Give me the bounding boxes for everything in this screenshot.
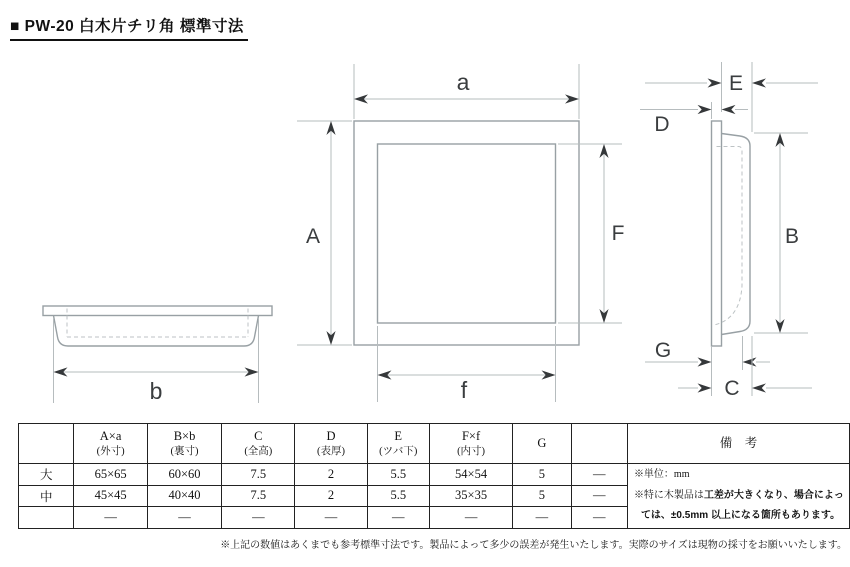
cell-E: 5.5 [367,485,429,507]
dim-label-a: a [456,69,470,95]
cell-G: 5 [513,464,571,486]
dim-label-A: A [305,225,321,248]
cell-Bxb: 40×40 [147,485,221,507]
table-header-row [19,424,850,464]
cell-G: 5 [513,485,571,507]
dim-label-D: D [654,113,670,136]
dim-A [297,121,352,345]
section-view-body [722,134,751,335]
cell-C: — [222,507,295,529]
dim-F [558,144,624,323]
page-title: ■ PW-20 白木片チリ角 標準寸法 [10,14,248,41]
front-view-inner-square [378,144,556,323]
front-view [297,64,624,403]
row-label: 中 [19,485,74,507]
cell-Fxf: — [429,507,512,529]
header-G: G [513,424,571,464]
cell-Fxf: 35×35 [429,485,512,507]
row-label [19,507,74,529]
remark-unit: ※単位：mm [633,469,690,480]
header-D: D (表厚) [295,424,367,464]
remark-tolerance-1: ※特に木製品は工差が大きくなり、場合によっ [633,489,844,501]
header-size [19,424,74,464]
footnote: ※上記の数値はあくまでも参考標準寸法です。製品によって多少の誤差が発生いたします。実際のサイズは現物の採寸をお願いいたします。 [220,540,847,551]
cell-G: — [513,507,571,529]
cell-Axa: — [74,507,147,529]
header-Axa: A×a (外寸) [74,424,147,464]
dim-label-B: B [784,225,800,248]
cell-E: — [367,507,429,529]
cell-blank: — [571,485,627,507]
side-view-flange [43,306,272,316]
header-remarks: 備 考 [627,424,849,464]
cell-D: 2 [295,464,367,486]
cell-D: 2 [295,485,367,507]
dim-label-G: G [654,339,672,362]
front-view-outer-square [354,121,579,345]
dim-label-f: f [460,377,468,403]
dim-label-b: b [149,378,163,404]
dim-B [754,133,808,333]
dim-label-F: F [611,222,625,245]
dimension-table [18,423,850,529]
dim-a [354,64,579,119]
cell-Axa: 45×45 [74,485,147,507]
remark-tolerance-2: ては、±0.5mm 以上になる箇所もあります。 [640,510,841,521]
cell-Bxb: 60×60 [147,464,221,486]
header-Fxf: F×f (内寸) [429,424,512,464]
cell-C: 7.5 [222,464,295,486]
remarks-cell [627,464,849,529]
row-label: 大 [19,464,74,486]
section-view-face-plate [712,121,722,346]
dim-D [640,102,748,136]
header-Bxb: B×b (裏寸) [147,424,221,464]
cell-Fxf: 54×54 [429,464,512,486]
dim-label-C: C [724,377,740,400]
header-E: E (ツバ下) [367,424,429,464]
cell-C: 7.5 [222,485,295,507]
side-view [43,306,272,404]
dim-f [378,326,556,403]
header-blank [571,424,627,464]
cell-Bxb: — [147,507,221,529]
cell-Axa: 65×65 [74,464,147,486]
side-view-body [54,316,259,347]
section-view [640,62,818,400]
header-C: C (全高) [222,424,295,464]
cell-blank: — [571,507,627,529]
cell-E: 5.5 [367,464,429,486]
cell-D: — [295,507,367,529]
dim-label-E: E [728,72,744,95]
cell-blank: — [571,464,627,486]
dim-E [645,62,818,132]
dim-C [678,336,812,400]
table-row-large [19,464,850,486]
